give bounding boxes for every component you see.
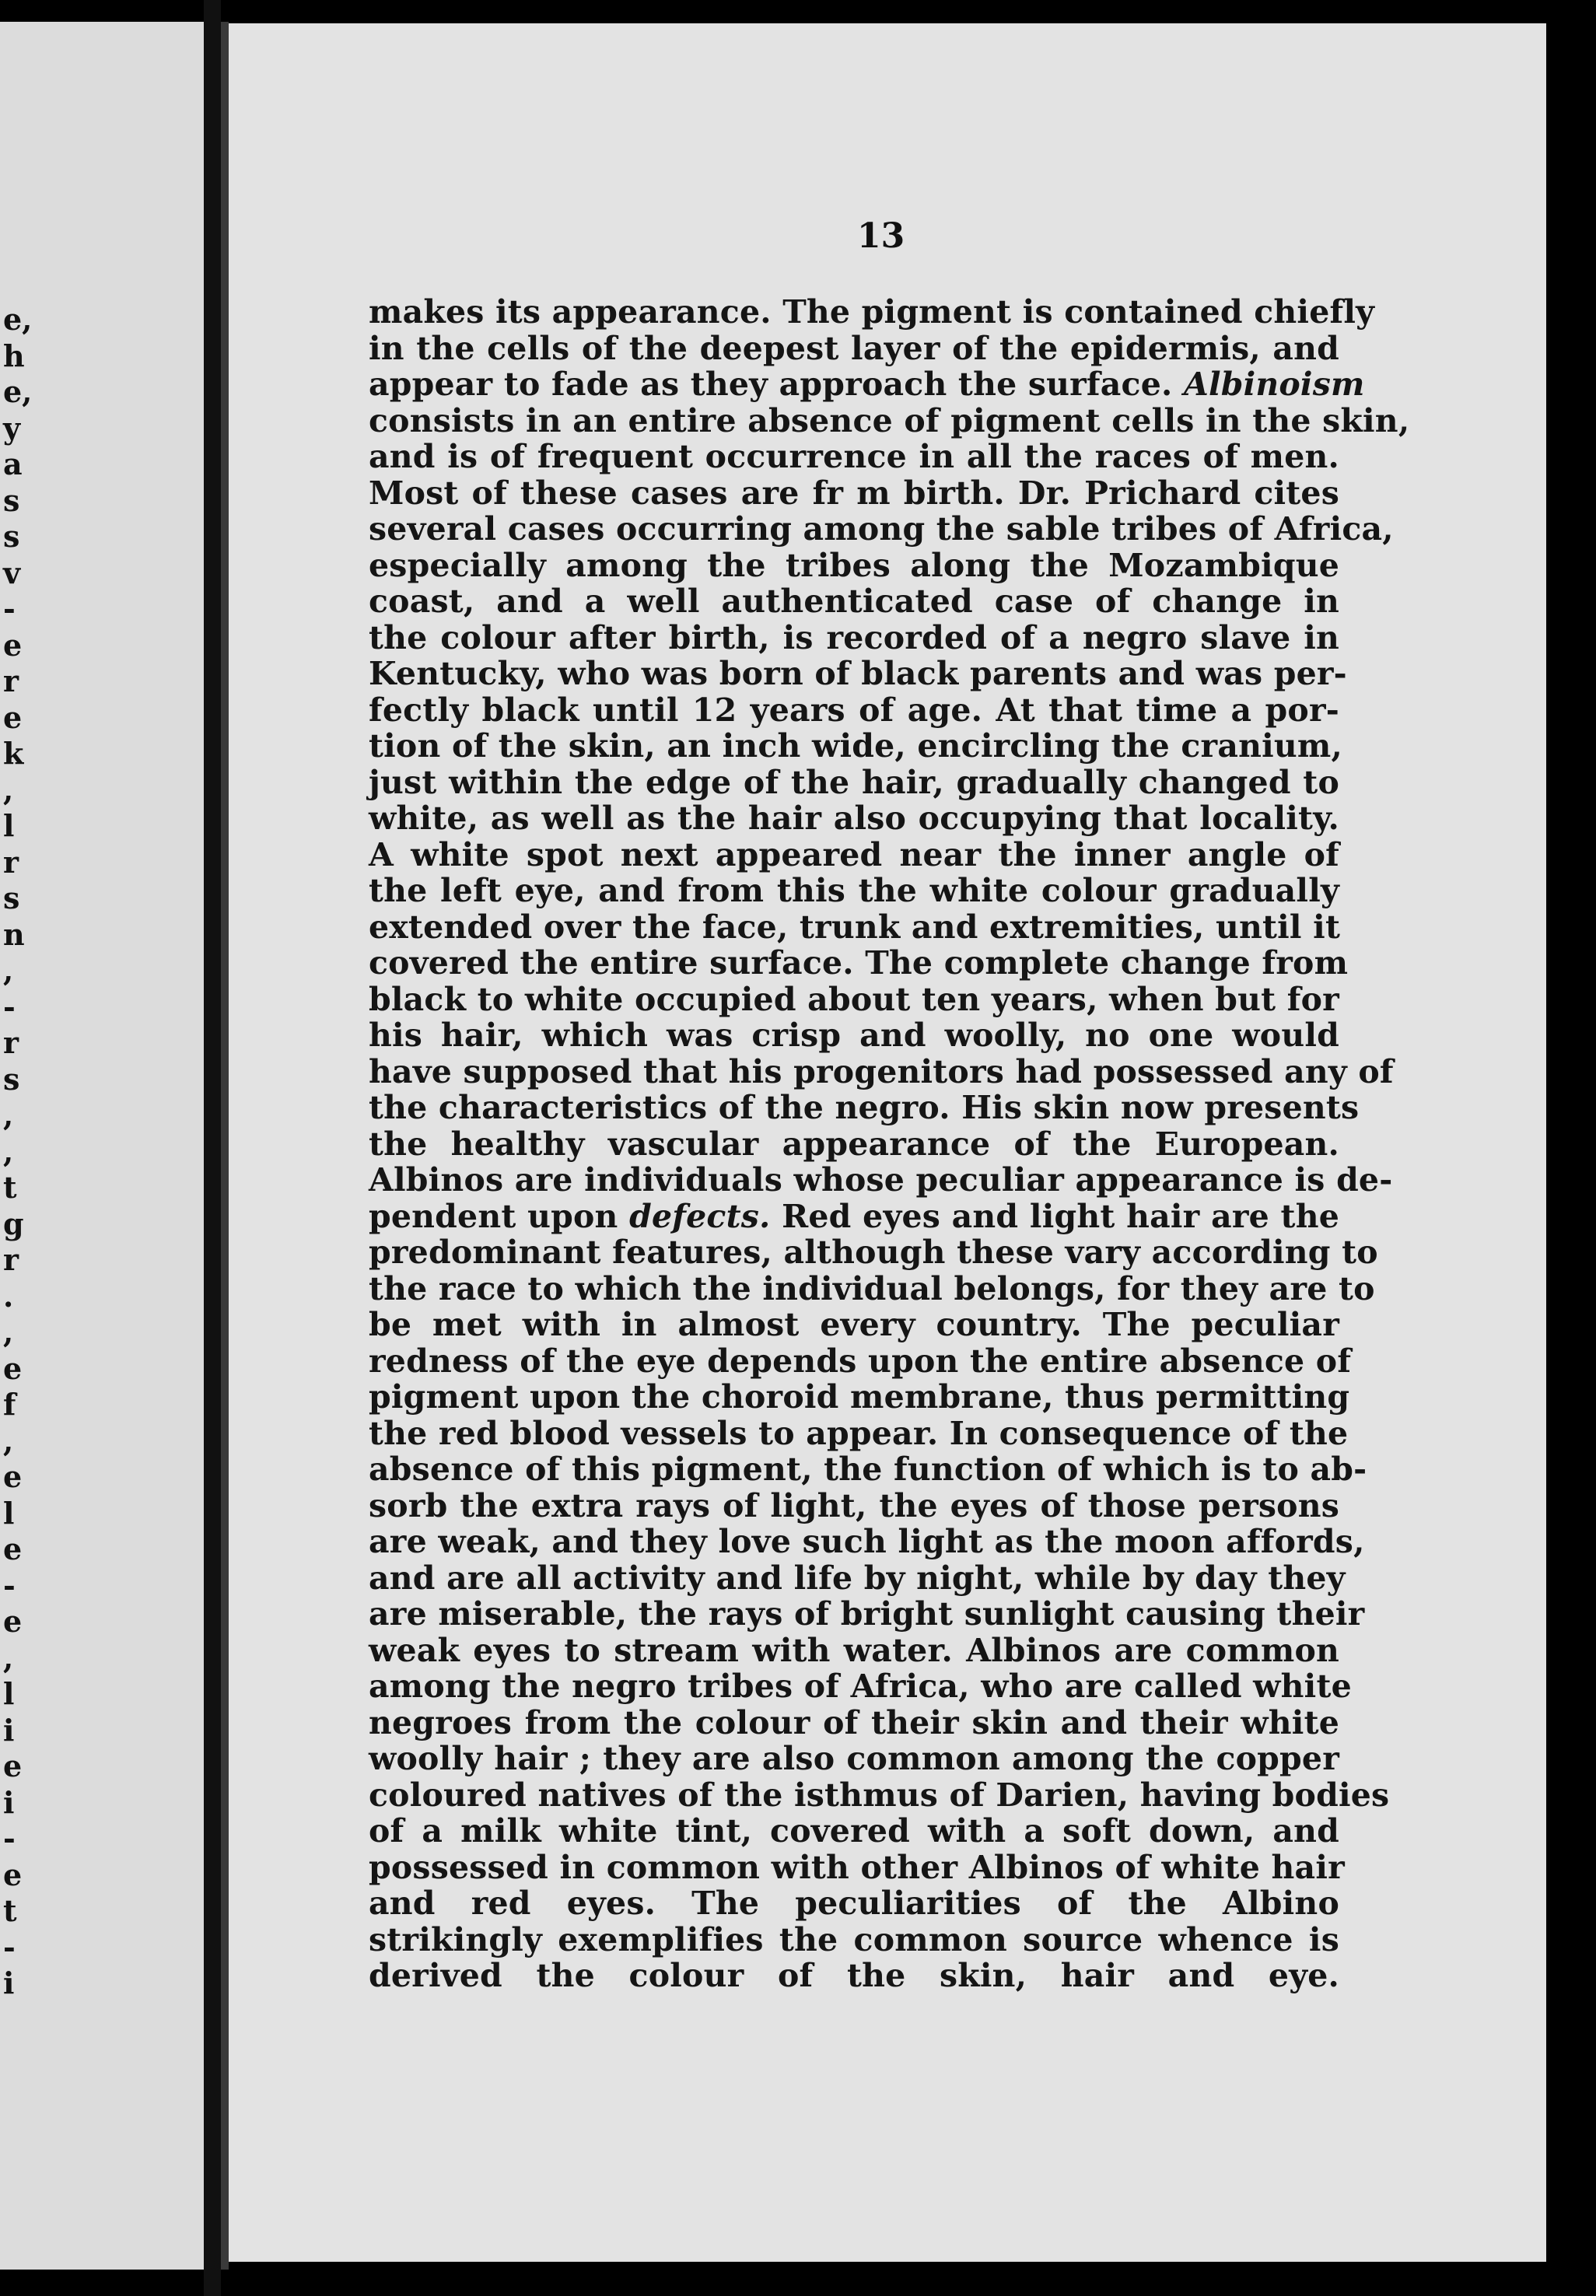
text-line: the race to which the individual belongs, for they are to [369, 1269, 1375, 1307]
edge-char: i [3, 1784, 15, 1820]
text-line: extended over the face, trunk and extremities, until it [369, 908, 1341, 946]
edge-char: l [3, 808, 15, 843]
text-line: predominant features, although these vary according to [369, 1234, 1378, 1271]
edge-char: i [3, 1965, 15, 2000]
text-line: woolly hair ; they are also common among the copper [369, 1740, 1339, 1777]
text-line: Most of these cases are fr m birth. Dr. Prichard cites [369, 474, 1339, 512]
text-line: pigment upon the choroid membrane, thus permitting [369, 1378, 1350, 1416]
edge-char: - [3, 1567, 16, 1603]
edge-char: , [3, 953, 14, 988]
text-line: tion of the skin, an inch wide, encircling the cranium, [369, 727, 1342, 765]
edge-char: n [3, 916, 25, 952]
text-line: negroes from the colour of their skin and their white [369, 1703, 1339, 1741]
edge-char: , [3, 1640, 14, 1675]
edge-char: h [3, 338, 25, 373]
page-number: 13 [857, 216, 905, 256]
italic-term: defects. [629, 1197, 771, 1235]
edge-char: - [3, 591, 16, 626]
text-line: coast, and a well authenticated case of change in [369, 583, 1339, 620]
text-line: coloured natives of the isthmus of Darien, having bodies [369, 1776, 1390, 1814]
edge-char: t [3, 1170, 17, 1205]
edge-char: e [3, 699, 23, 735]
edge-char: f [3, 1387, 16, 1422]
edge-char: t [3, 1893, 17, 1928]
edge-char: e, [3, 374, 33, 409]
edge-char: g [3, 1206, 24, 1241]
edge-char: r [3, 844, 19, 880]
edge-char: , [3, 772, 14, 807]
text-line: his hair, which was crisp and woolly, no one would [369, 1017, 1339, 1054]
edge-char: k [3, 736, 24, 771]
edge-char: , [3, 1097, 14, 1132]
edge-char: v [3, 555, 21, 590]
text-line: black to white occupied about ten years, when but for [369, 980, 1339, 1018]
edge-char: i [3, 1712, 15, 1748]
text-line: and is of frequent occurrence in all the races of men. [369, 438, 1339, 475]
edge-char: r [3, 663, 19, 698]
text-line: appear to fade as they approach the surface. Albinoism [369, 366, 1365, 403]
text-line: in the cells of the deepest layer of the epidermis, and [369, 329, 1339, 367]
text-line: of a milk white tint, covered with a soft down, and [369, 1812, 1339, 1850]
edge-char: s [3, 519, 20, 554]
text-line: derived the colour of the skin, hair and eye. [369, 1957, 1339, 1994]
text-line: the colour after birth, is recorded of a negro slave in [369, 618, 1339, 656]
text-line: especially among the tribes along the Mozambique [369, 546, 1339, 584]
edge-char: a [3, 446, 23, 481]
text-line: have supposed that his progenitors had possessed any of [369, 1052, 1394, 1090]
edge-char: e [3, 1748, 23, 1783]
text-line: A white spot next appeared near the inner angle of [369, 835, 1339, 873]
text-line: be met with in almost every country. The peculiar [369, 1306, 1339, 1343]
text-line: consists in an entire absence of pigment cells in the skin, [369, 401, 1410, 439]
text-line: the left eye, and from this the white colour gradually [369, 872, 1339, 909]
left-page-edge-text [3, 302, 34, 2002]
text-line: weak eyes to stream with water. Albinos are common [369, 1631, 1339, 1669]
text-line: strikingly exemplifies the common source whence is [369, 1920, 1339, 1958]
edge-char: . [3, 1278, 14, 1314]
edge-char: e [3, 1857, 23, 1892]
text-line: makes its appearance. The pigment is contained chiefly [369, 293, 1375, 331]
edge-char: e [3, 1350, 23, 1386]
edge-char: - [3, 1929, 16, 1965]
edge-char: , [3, 1423, 14, 1458]
edge-char: r [3, 1025, 19, 1060]
text-line: possessed in common with other Albinos of white hair [369, 1848, 1345, 1886]
text-line: redness of the eye depends upon the entire absence of [369, 1342, 1352, 1380]
text-line: are miserable, the rays of bright sunlight causing their [369, 1595, 1365, 1633]
gutter-shadow [221, 22, 229, 2270]
edge-char: e [3, 627, 23, 663]
edge-char: - [3, 989, 16, 1024]
text-line: just within the edge of the hair, gradually changed to [369, 763, 1339, 801]
text-line: and are all activity and life by night, while by day they [369, 1559, 1346, 1597]
edge-char: s [3, 880, 20, 915]
edge-char: - [3, 1821, 16, 1856]
edge-char: , [3, 1133, 14, 1169]
text-line: fectly black until 12 years of age. At that time a por- [369, 691, 1339, 729]
text-line: the characteristics of the negro. His skin now presents [369, 1089, 1360, 1126]
edge-char: l [3, 1676, 15, 1711]
edge-char: e [3, 1531, 23, 1566]
edge-char: e, [3, 302, 33, 337]
text-line: pendent upon defects. Red eyes and light hair are the [369, 1197, 1339, 1235]
text-line: and red eyes. The peculiarities of the Albino [369, 1885, 1339, 1922]
edge-char: l [3, 1495, 15, 1531]
edge-char: s [3, 482, 20, 518]
text-line: several cases occurring among the sable tribes of Africa, [369, 510, 1394, 548]
text-line: Albinos are individuals whose peculiar appearance is de- [369, 1161, 1393, 1199]
text-line: Kentucky, who was born of black parents and was per- [369, 655, 1347, 692]
edge-char: r [3, 1242, 19, 1277]
text-line: among the negro tribes of Africa, who are called white [369, 1668, 1352, 1705]
edge-char: e [3, 1604, 23, 1639]
text-line: covered the entire surface. The complete change from [369, 944, 1349, 982]
edge-char: y [3, 410, 21, 446]
text-line: are weak, and they love such light as the moon affords, [369, 1523, 1365, 1560]
text-line: white, as well as the hair also occupying that locality. [369, 800, 1339, 837]
italic-term: Albinoism [1183, 366, 1365, 403]
left-page-fragment [0, 22, 204, 2270]
edge-char: , [3, 1314, 14, 1349]
edge-char: s [3, 1061, 20, 1097]
text-line: sorb the extra rays of light, the eyes of those persons [369, 1486, 1339, 1524]
page-gutter [204, 0, 221, 2296]
text-line: the healthy vascular appearance of the European. [369, 1125, 1339, 1163]
text-line: the red blood vessels to appear. In consequence of the [369, 1414, 1349, 1452]
edge-char: e [3, 1459, 23, 1494]
body-text [369, 293, 1410, 1994]
text-line: absence of this pigment, the function of which is to ab- [369, 1451, 1367, 1488]
